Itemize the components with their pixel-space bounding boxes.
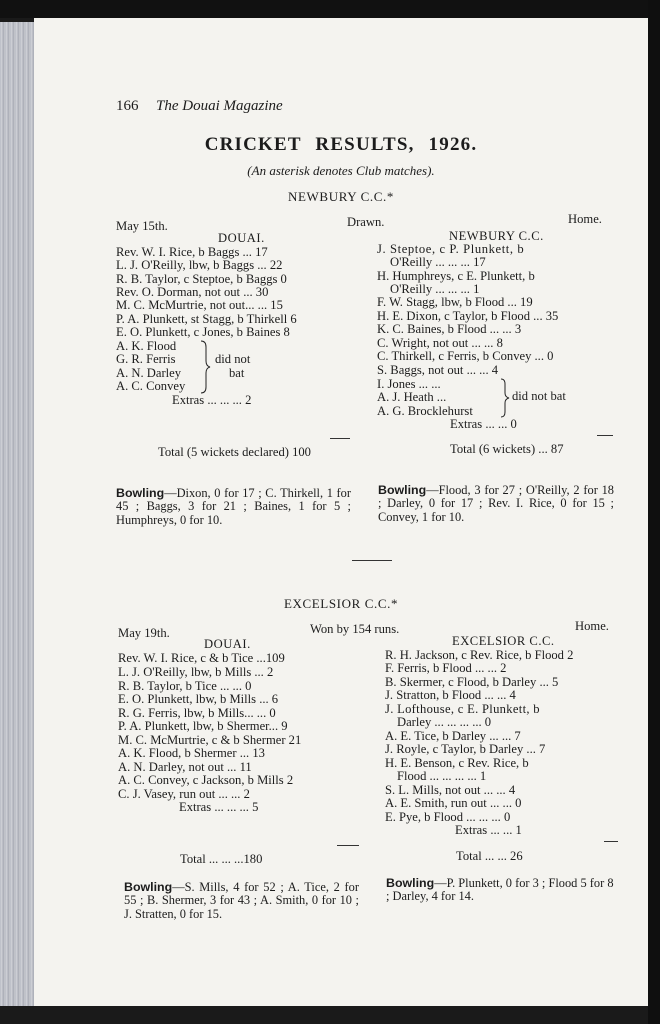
score-line: A. C. Convey, c Jackson, b Mills 2 — [118, 773, 294, 787]
score-line: Rev. W. I. Rice, c & b Tice ...109 — [118, 651, 285, 665]
bowling-summary — [378, 484, 614, 524]
score-line: Darley ... ... ... ... 0 — [397, 715, 492, 729]
page-subtitle: (An asterisk denotes Club matches). — [247, 163, 435, 178]
team-heading: EXCELSIOR C.C. — [452, 634, 555, 648]
did-not-bat-label: bat — [229, 366, 245, 380]
score-line: A. G. Brocklehurst — [377, 404, 473, 418]
score-line: F. W. Stagg, lbw, b Flood ... 19 — [377, 295, 533, 309]
score-line: O'Reilly ... ... ... 17 — [390, 255, 486, 269]
bowling-label: Bowling — [378, 483, 427, 497]
book-spine — [648, 0, 660, 1024]
did-not-bat-label: did not bat — [512, 389, 566, 403]
score-line: Rev. O. Dorman, not out ... 30 — [116, 285, 269, 299]
bowling-label: Bowling — [386, 876, 435, 890]
score-line: C. Thirkell, c Ferris, b Convey ... 0 — [377, 349, 554, 363]
score-line: E. O. Plunkett, c Jones, b Baines 8 — [116, 325, 290, 339]
bowling-label: Bowling — [116, 486, 165, 500]
team-heading: DOUAI. — [218, 231, 265, 245]
page-number: 166 — [116, 98, 139, 114]
match-venue: Home. — [568, 212, 602, 226]
score-line: G. R. Ferris — [116, 352, 176, 366]
score-line: H. E. Benson, c Rev. Rice, b — [385, 756, 529, 770]
score-line: M. C. McMurtrie, not out... ... 15 — [116, 298, 283, 312]
score-line: R. B. Taylor, c Steptoe, b Baggs 0 — [116, 272, 287, 286]
match-result: Drawn. — [347, 215, 385, 229]
match-heading: NEWBURY C.C.* — [288, 189, 394, 204]
score-line: M. C. McMurtrie, c & b Shermer 21 — [118, 733, 302, 747]
total-line: Total ... ... 26 — [456, 849, 523, 863]
match-date: May 15th. — [116, 219, 168, 233]
brace-icon — [499, 377, 513, 419]
score-line: A. N. Darley — [116, 366, 182, 380]
score-line: Rev. W. I. Rice, b Baggs ... 17 — [116, 245, 268, 259]
section-divider — [352, 560, 392, 561]
brace-icon — [198, 339, 212, 395]
score-line: C. J. Vasey, run out ... ... 2 — [118, 787, 250, 801]
bowling-summary — [124, 881, 359, 921]
page-title: CRICKET RESULTS, 1926. — [204, 134, 478, 155]
score-line: S. L. Mills, not out ... ... 4 — [385, 783, 516, 797]
match-result: Won by 154 runs. — [310, 622, 400, 636]
score-line: F. Ferris, b Flood ... ... 2 — [385, 661, 507, 675]
score-line: H. E. Dixon, c Taylor, b Flood ... 35 — [377, 309, 559, 323]
score-line: A. K. Flood — [116, 339, 177, 353]
did-not-bat-label: did not — [215, 352, 251, 366]
bowling-summary — [116, 487, 351, 527]
bowling-text: —Flood, 3 for 27 ; O'Reilly, 2 for 18 ; Darley, 0 for 17 ; Rev. I. Rice, 0 for 15 ; Convey, 1 for 10. — [378, 483, 614, 524]
total-rule — [604, 841, 618, 842]
score-line: J. Stratton, b Flood ... ... 4 — [385, 688, 516, 702]
bowling-text: —Dixon, 0 for 17 ; C. Thirkell, 1 for 45 ; Baggs, 3 for 21 ; Baines, 1 for 5 ; Humphreys, 0 for 10. — [116, 486, 351, 527]
total-rule — [330, 438, 350, 439]
score-line: L. J. O'Reilly, lbw, b Baggs ... 22 — [116, 258, 283, 272]
score-line: E. Pye, b Flood ... ... ... 0 — [385, 810, 511, 824]
score-line: I. Jones ... ... — [377, 377, 441, 391]
score-line: O'Reilly ... ... ... 1 — [390, 282, 480, 296]
extras-line: Extras ... ... 0 — [450, 417, 517, 431]
team-heading: NEWBURY C.C. — [449, 229, 544, 243]
bowling-summary — [386, 877, 620, 904]
total-line: Total ... ... ...180 — [180, 852, 263, 866]
match-heading: EXCELSIOR C.C.* — [283, 596, 399, 611]
total-line: Total (6 wickets) ... 87 — [450, 442, 564, 456]
score-line: P. A. Plunkett, st Stagg, b Thirkell 6 — [116, 312, 297, 326]
score-line: R. H. Jackson, c Rev. Rice, b Flood 2 — [385, 648, 574, 662]
score-line: B. Skermer, c Flood, b Darley ... 5 — [385, 675, 559, 689]
score-line: J. Steptoe, c P. Plunkett, b — [377, 242, 525, 256]
score-line: C. Wright, not out ... ... 8 — [377, 336, 503, 350]
page-edge — [0, 22, 36, 1006]
match-date: May 19th. — [118, 626, 170, 640]
score-line: A. E. Smith, run out ... ... 0 — [385, 796, 522, 810]
bowling-text: —P. Plunkett, 0 for 3 ; Flood 5 for 8 ; Darley, 4 for 14. — [386, 876, 614, 904]
extras-line: Extras ... ... 1 — [455, 823, 522, 837]
score-line: J. Lofthouse, c E. Plunkett, b — [385, 702, 540, 716]
top-bar — [0, 0, 660, 18]
score-line: K. C. Baines, b Flood ... ... 3 — [377, 322, 522, 336]
score-line: A. E. Tice, b Darley ... ... 7 — [385, 729, 521, 743]
score-line: J. Royle, c Taylor, b Darley ... 7 — [385, 742, 546, 756]
score-line: E. O. Plunkett, lbw, b Mills ... 6 — [118, 692, 279, 706]
score-line: R. B. Taylor, b Tice ... ... 0 — [118, 679, 252, 693]
magazine-title: The Douai Magazine — [156, 98, 283, 114]
score-line: A. C. Convey — [116, 379, 186, 393]
bowling-label: Bowling — [124, 880, 173, 894]
total-rule — [597, 435, 613, 436]
bowling-text: —S. Mills, 4 for 52 ; A. Tice, 2 for 55 ; B. Shermer, 3 for 43 ; A. Smith, 0 for 10 ; J. Stratten, 0 for 15. — [124, 880, 359, 921]
score-line: S. Baggs, not out ... ... 4 — [377, 363, 499, 377]
total-line: Total (5 wickets declared) 100 — [158, 445, 311, 459]
score-line: A. K. Flood, b Shermer ... 13 — [118, 746, 265, 760]
match-venue: Home. — [575, 619, 609, 633]
score-line: H. Humphreys, c E. Plunkett, b — [377, 269, 535, 283]
score-line: Flood ... ... ... ... 1 — [397, 769, 487, 783]
score-line: A. J. Heath ... — [377, 390, 447, 404]
extras-line: Extras ... ... ... 5 — [179, 800, 259, 814]
team-heading: DOUAI. — [204, 637, 251, 651]
score-line: P. A. Plunkett, lbw, b Shermer... 9 — [118, 719, 288, 733]
score-line: A. N. Darley, not out ... 11 — [118, 760, 252, 774]
total-rule — [337, 845, 359, 846]
score-line: R. G. Ferris, lbw, b Mills... ... 0 — [118, 706, 276, 720]
extras-line: Extras ... ... ... 2 — [172, 393, 252, 407]
score-line: L. J. O'Reilly, lbw, b Mills ... 2 — [118, 665, 274, 679]
